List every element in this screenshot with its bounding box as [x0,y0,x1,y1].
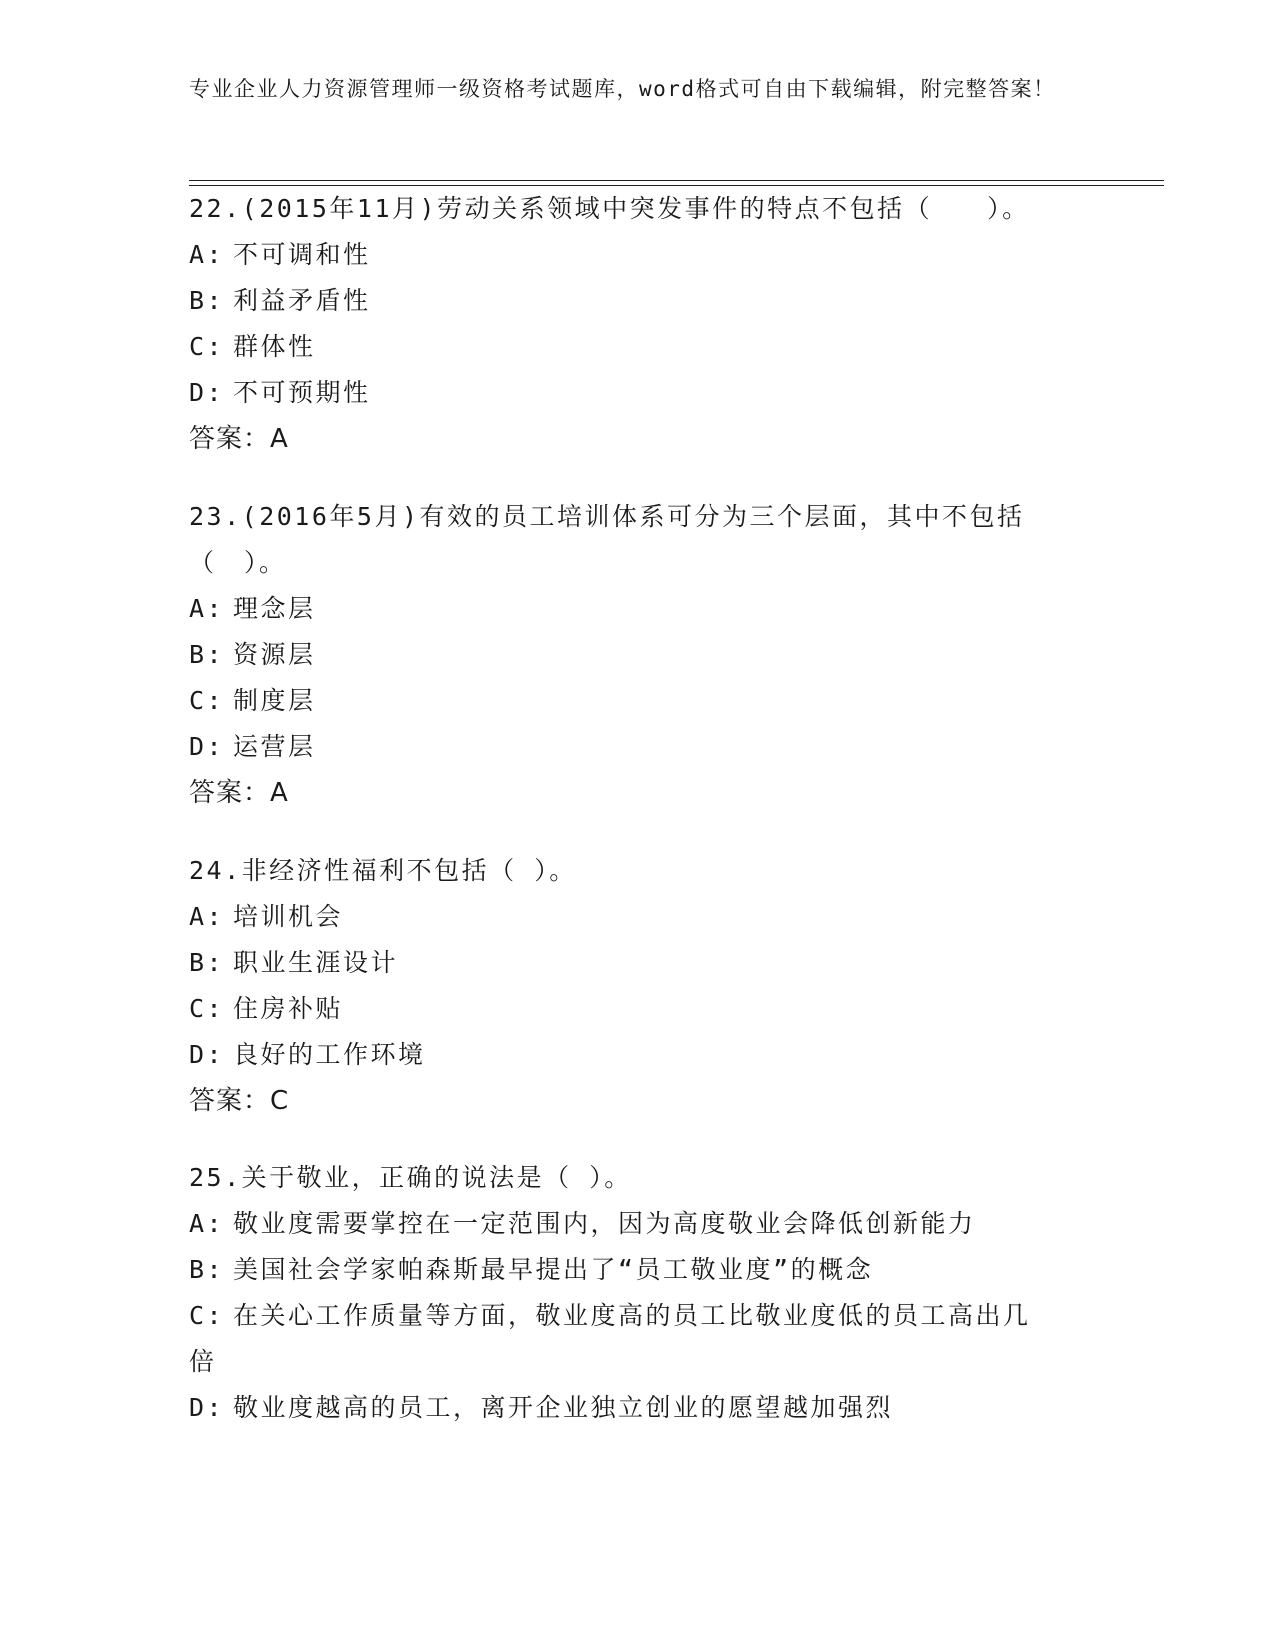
option-key: D: [189,1393,225,1422]
option-key: A: [189,240,225,269]
option-text: 制度层 [233,686,316,715]
answer: 答案：A [189,424,289,454]
option-a [189,586,1089,632]
option-text: 敬业度越高的员工，离开企业独立创业的愿望越加强烈 [233,1393,894,1422]
option-text: 不可调和性 [233,240,371,269]
option-key: B: [189,948,225,977]
option-text: 运营层 [233,732,316,761]
option-text: 利益矛盾性 [233,286,371,315]
option-a [189,232,1089,278]
question-stem: 23.(2016年5月)有效的员工培训体系可分为三个层面，其中不包括（ ）。 [189,502,1025,577]
option-key: C: [189,332,225,361]
question-22 [189,186,1089,462]
question-23 [189,494,1089,816]
option-key: A: [189,594,225,623]
option-key: A: [189,1209,225,1238]
option-key: C: [189,994,225,1023]
question-25 [189,1155,1089,1431]
option-d [189,1385,1089,1431]
option-key: C: [189,686,225,715]
option-key: B: [189,640,225,669]
option-key: C: [189,1301,225,1330]
option-c [189,1293,1049,1385]
option-c [189,324,1089,370]
option-key: B: [189,1255,225,1284]
question-24 [189,848,1089,1124]
option-text: 敬业度需要掌控在一定范围内，因为高度敬业会降低创新能力 [233,1209,976,1238]
option-text: 培训机会 [233,902,344,931]
option-d [189,1032,1089,1078]
option-b [189,1247,1089,1293]
option-key: A: [189,902,225,931]
document-header: 专业企业人力资源管理师一级资格考试题库，word格式可自由下载编辑，附完整答案！ [189,77,1056,101]
option-c [189,678,1089,724]
option-text: 住房补贴 [233,994,344,1023]
option-text: 美国社会学家帕森斯最早提出了“员工敬业度”的概念 [233,1255,874,1284]
option-text: 良好的工作环境 [233,1040,426,1069]
option-key: D: [189,732,225,761]
option-text: 职业生涯设计 [233,948,399,977]
option-a [189,894,1089,940]
option-d [189,370,1089,416]
option-b [189,940,1089,986]
option-text: 在关心工作质量等方面，敬业度高的员工比敬业度低的员工高出几倍 [189,1301,1031,1376]
option-text: 资源层 [233,640,316,669]
answer: 答案：C [189,1086,290,1116]
option-text: 理念层 [233,594,316,623]
question-stem: 24.非经济性福利不包括（ ）。 [189,856,577,885]
option-key: D: [189,1040,225,1069]
question-stem: 22.(2015年11月)劳动关系领域中突发事件的特点不包括（ ）。 [189,194,1030,223]
option-key: D: [189,378,225,407]
option-key: B: [189,286,225,315]
option-text: 不可预期性 [233,378,371,407]
option-a [189,1201,1089,1247]
option-b [189,632,1089,678]
answer: 答案：A [189,778,289,808]
option-b [189,278,1089,324]
option-c [189,986,1089,1032]
question-stem: 25.关于敬业，正确的说法是（ ）。 [189,1163,632,1192]
option-d [189,724,1089,770]
header-divider-top [189,180,1164,181]
option-text: 群体性 [233,332,316,361]
